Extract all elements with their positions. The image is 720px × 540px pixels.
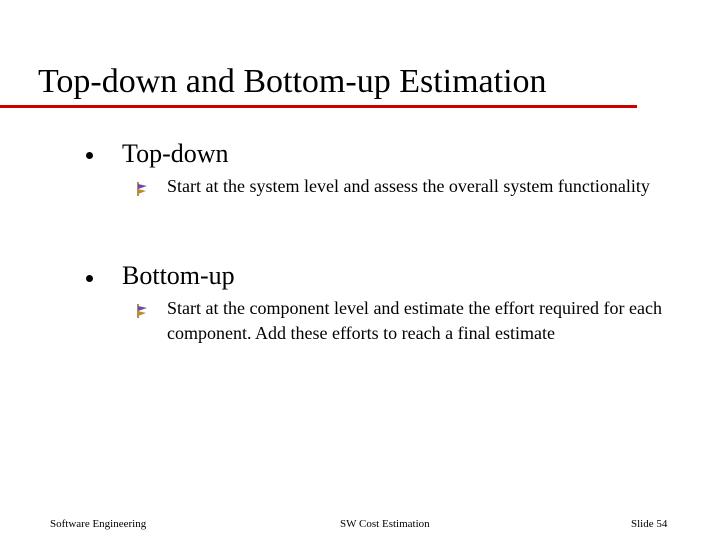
bullet-label-top-down: Top-down (122, 139, 229, 168)
footer-course: Software Engineering (50, 518, 147, 530)
title-underline (0, 105, 637, 108)
feather-quill-icon (134, 180, 152, 198)
bullet-dot (86, 152, 93, 159)
footer-topic: SW Cost Estimation (340, 518, 430, 530)
feather-quill-icon (134, 302, 152, 320)
bullet-dot (86, 275, 93, 282)
bullet-detail-bottom-up: Start at the component level and estimate the effort required for each component. Add these efforts to reach a final estimate (167, 298, 662, 343)
slide-title: Top-down and Bottom-up Estimation (38, 63, 547, 100)
bullet-label-bottom-up: Bottom-up (122, 261, 235, 290)
footer-slide-number: Slide 54 (631, 518, 668, 530)
bullet-detail-top-down: Start at the system level and assess the overall system functionality (167, 176, 650, 196)
